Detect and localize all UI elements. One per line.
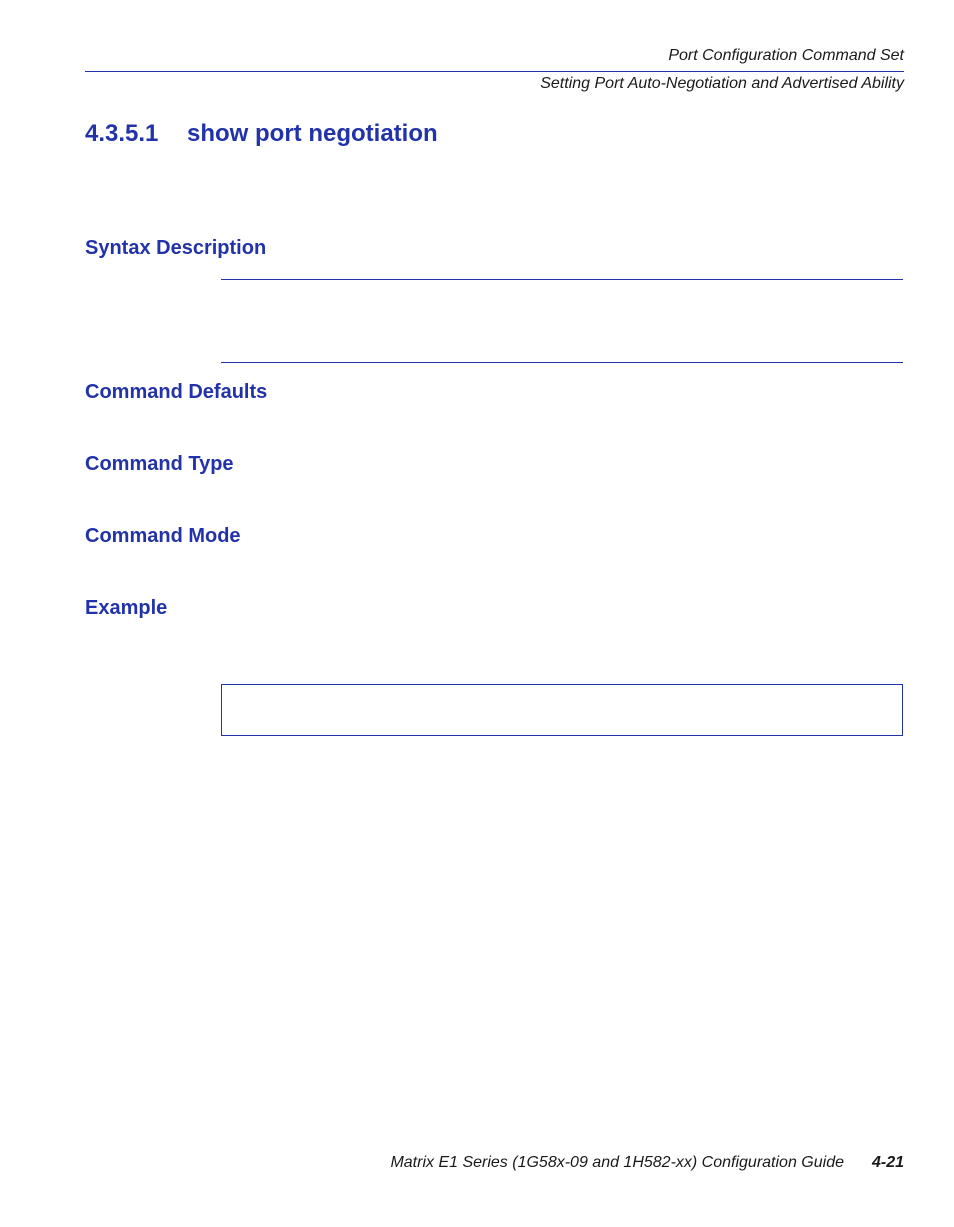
example-code-box (221, 684, 903, 736)
syntax-table-bottom-rule (221, 362, 903, 363)
running-header-section: Setting Port Auto-Negotiation and Advertised Ability (540, 75, 904, 92)
command-defaults-heading: Command Defaults (85, 381, 268, 403)
running-header-chapter: Port Configuration Command Set (668, 47, 904, 64)
section-number: 4.3.5.1 (85, 120, 159, 147)
section-title (85, 120, 438, 148)
header-rule (85, 71, 904, 72)
example-heading: Example (85, 597, 168, 619)
syntax-table-top-rule (221, 279, 903, 280)
command-type-heading: Command Type (85, 453, 234, 475)
command-mode-heading: Command Mode (85, 525, 241, 547)
footer-guide-title: Matrix E1 Series (1G58x-09 and 1H582-xx) Configuration Guide (390, 1154, 844, 1171)
footer-page-number: 4-21 (871, 1154, 904, 1171)
section-title-text: show port negotiation (187, 120, 438, 147)
syntax-description-heading: Syntax Description (85, 237, 267, 259)
